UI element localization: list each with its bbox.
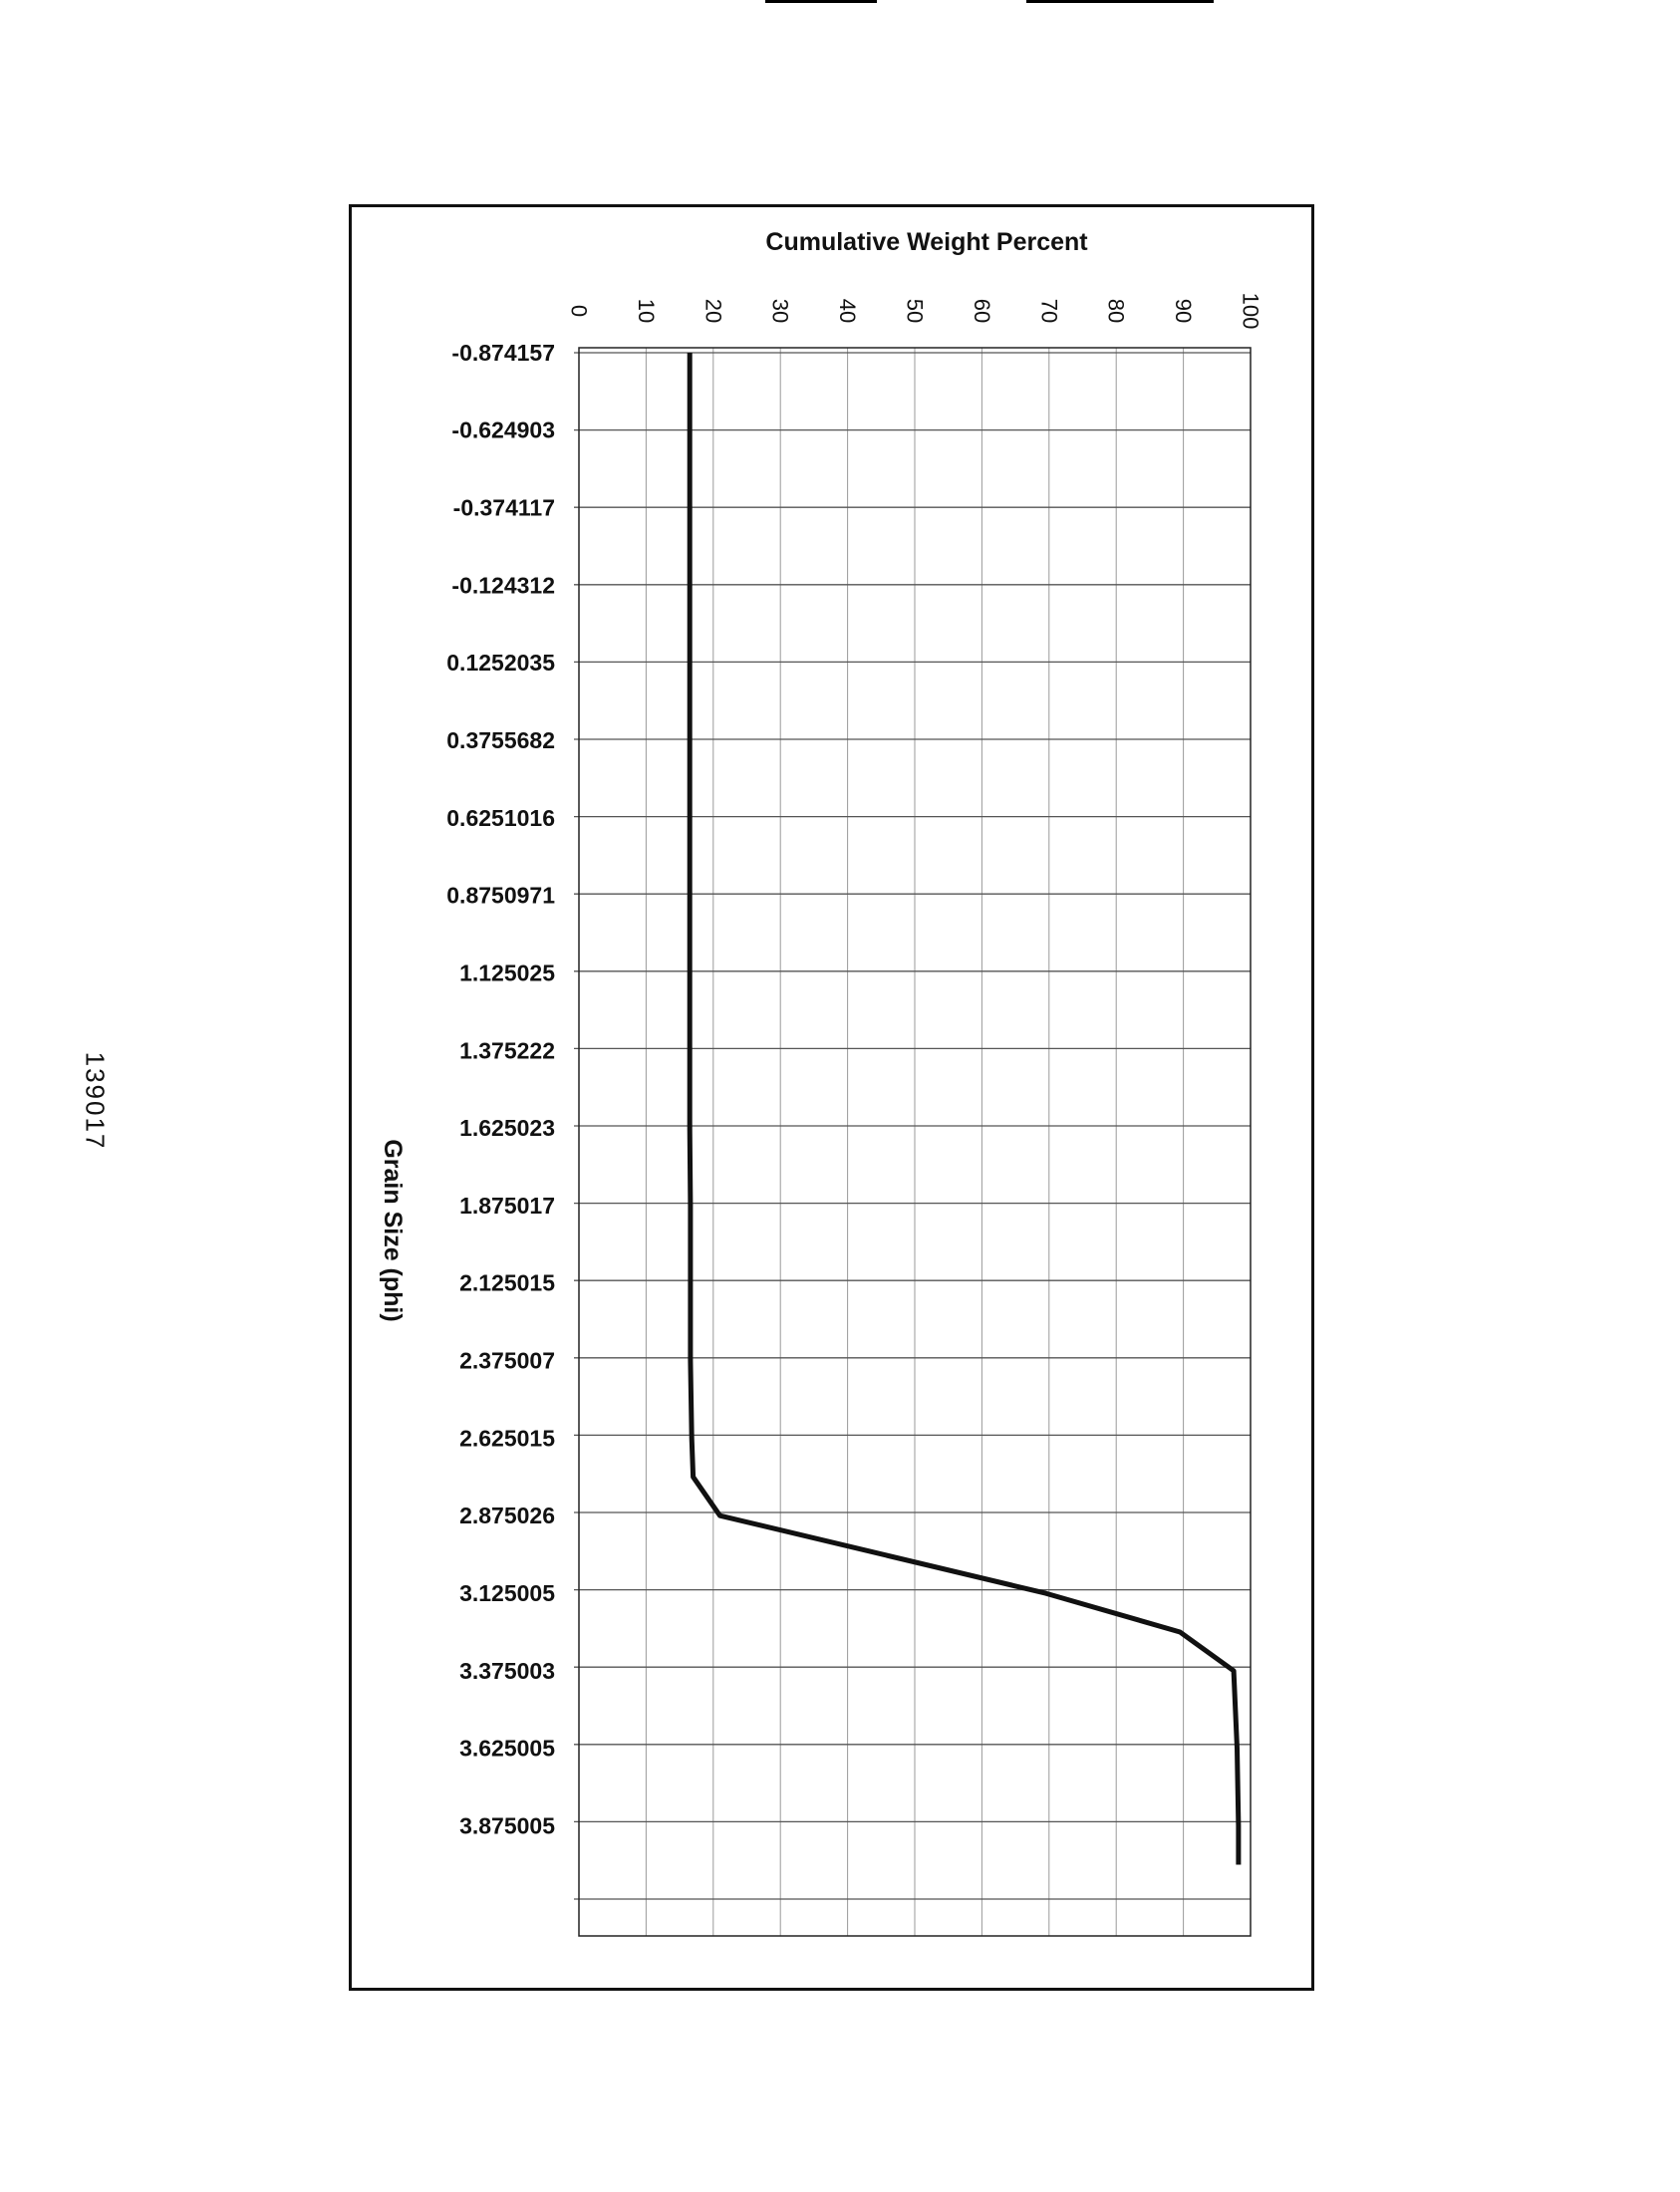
- series: [690, 353, 1239, 1865]
- chart-frame: [349, 204, 1314, 1991]
- value-tick-label: 20: [700, 298, 726, 324]
- grid: [574, 348, 1251, 1936]
- category-tick-label: 1.375222: [459, 1037, 555, 1064]
- value-tick-label: 70: [1036, 298, 1062, 324]
- category-axis-ticks: [446, 340, 555, 1839]
- scan-mark: [765, 0, 877, 3]
- category-tick-label: 2.875026: [459, 1503, 555, 1529]
- value-tick-label: 60: [969, 298, 994, 324]
- value-tick-label: 50: [902, 298, 928, 324]
- document-id: 139017: [80, 1051, 111, 1151]
- category-tick-label: 2.625015: [459, 1425, 555, 1452]
- category-tick-label: 2.375007: [459, 1347, 555, 1374]
- category-tick-label: 1.875017: [459, 1192, 555, 1219]
- category-tick-label: -0.124312: [451, 572, 555, 599]
- category-tick-label: 3.875005: [459, 1812, 555, 1839]
- category-tick-label: 3.125005: [459, 1580, 555, 1607]
- value-tick-label: 90: [1171, 298, 1197, 324]
- scan-mark: [1026, 0, 1214, 3]
- category-tick-label: -0.374117: [452, 494, 555, 521]
- category-tick-label: 1.625023: [459, 1115, 555, 1142]
- value-tick-label: 40: [835, 298, 861, 324]
- series-line: [690, 353, 1239, 1865]
- category-tick-label: 2.125015: [459, 1269, 555, 1296]
- category-tick-label: 0.8750971: [446, 882, 555, 909]
- category-tick-label: 3.625005: [459, 1735, 555, 1762]
- category-tick-label: 0.1252035: [446, 650, 555, 677]
- category-tick-label: 0.6251016: [446, 804, 555, 831]
- value-axis-title: Cumulative Weight Percent: [765, 228, 1088, 256]
- category-tick-label: -0.874157: [451, 340, 555, 366]
- value-tick-label: 80: [1103, 298, 1129, 324]
- category-tick-label: 0.3755682: [446, 727, 555, 754]
- category-tick-label: 3.375003: [459, 1657, 555, 1684]
- category-tick-label: 1.125025: [459, 959, 555, 986]
- value-tick-label: 0: [566, 304, 592, 318]
- value-axis-ticks: [567, 293, 1263, 330]
- category-tick-label: -0.624903: [451, 416, 555, 443]
- category-axis-title: Grain Size (phi): [379, 1139, 407, 1322]
- chart: [352, 207, 1311, 1988]
- value-tick-label: 30: [767, 298, 793, 324]
- value-tick-label: 10: [633, 298, 659, 324]
- value-tick-label: 100: [1238, 292, 1263, 330]
